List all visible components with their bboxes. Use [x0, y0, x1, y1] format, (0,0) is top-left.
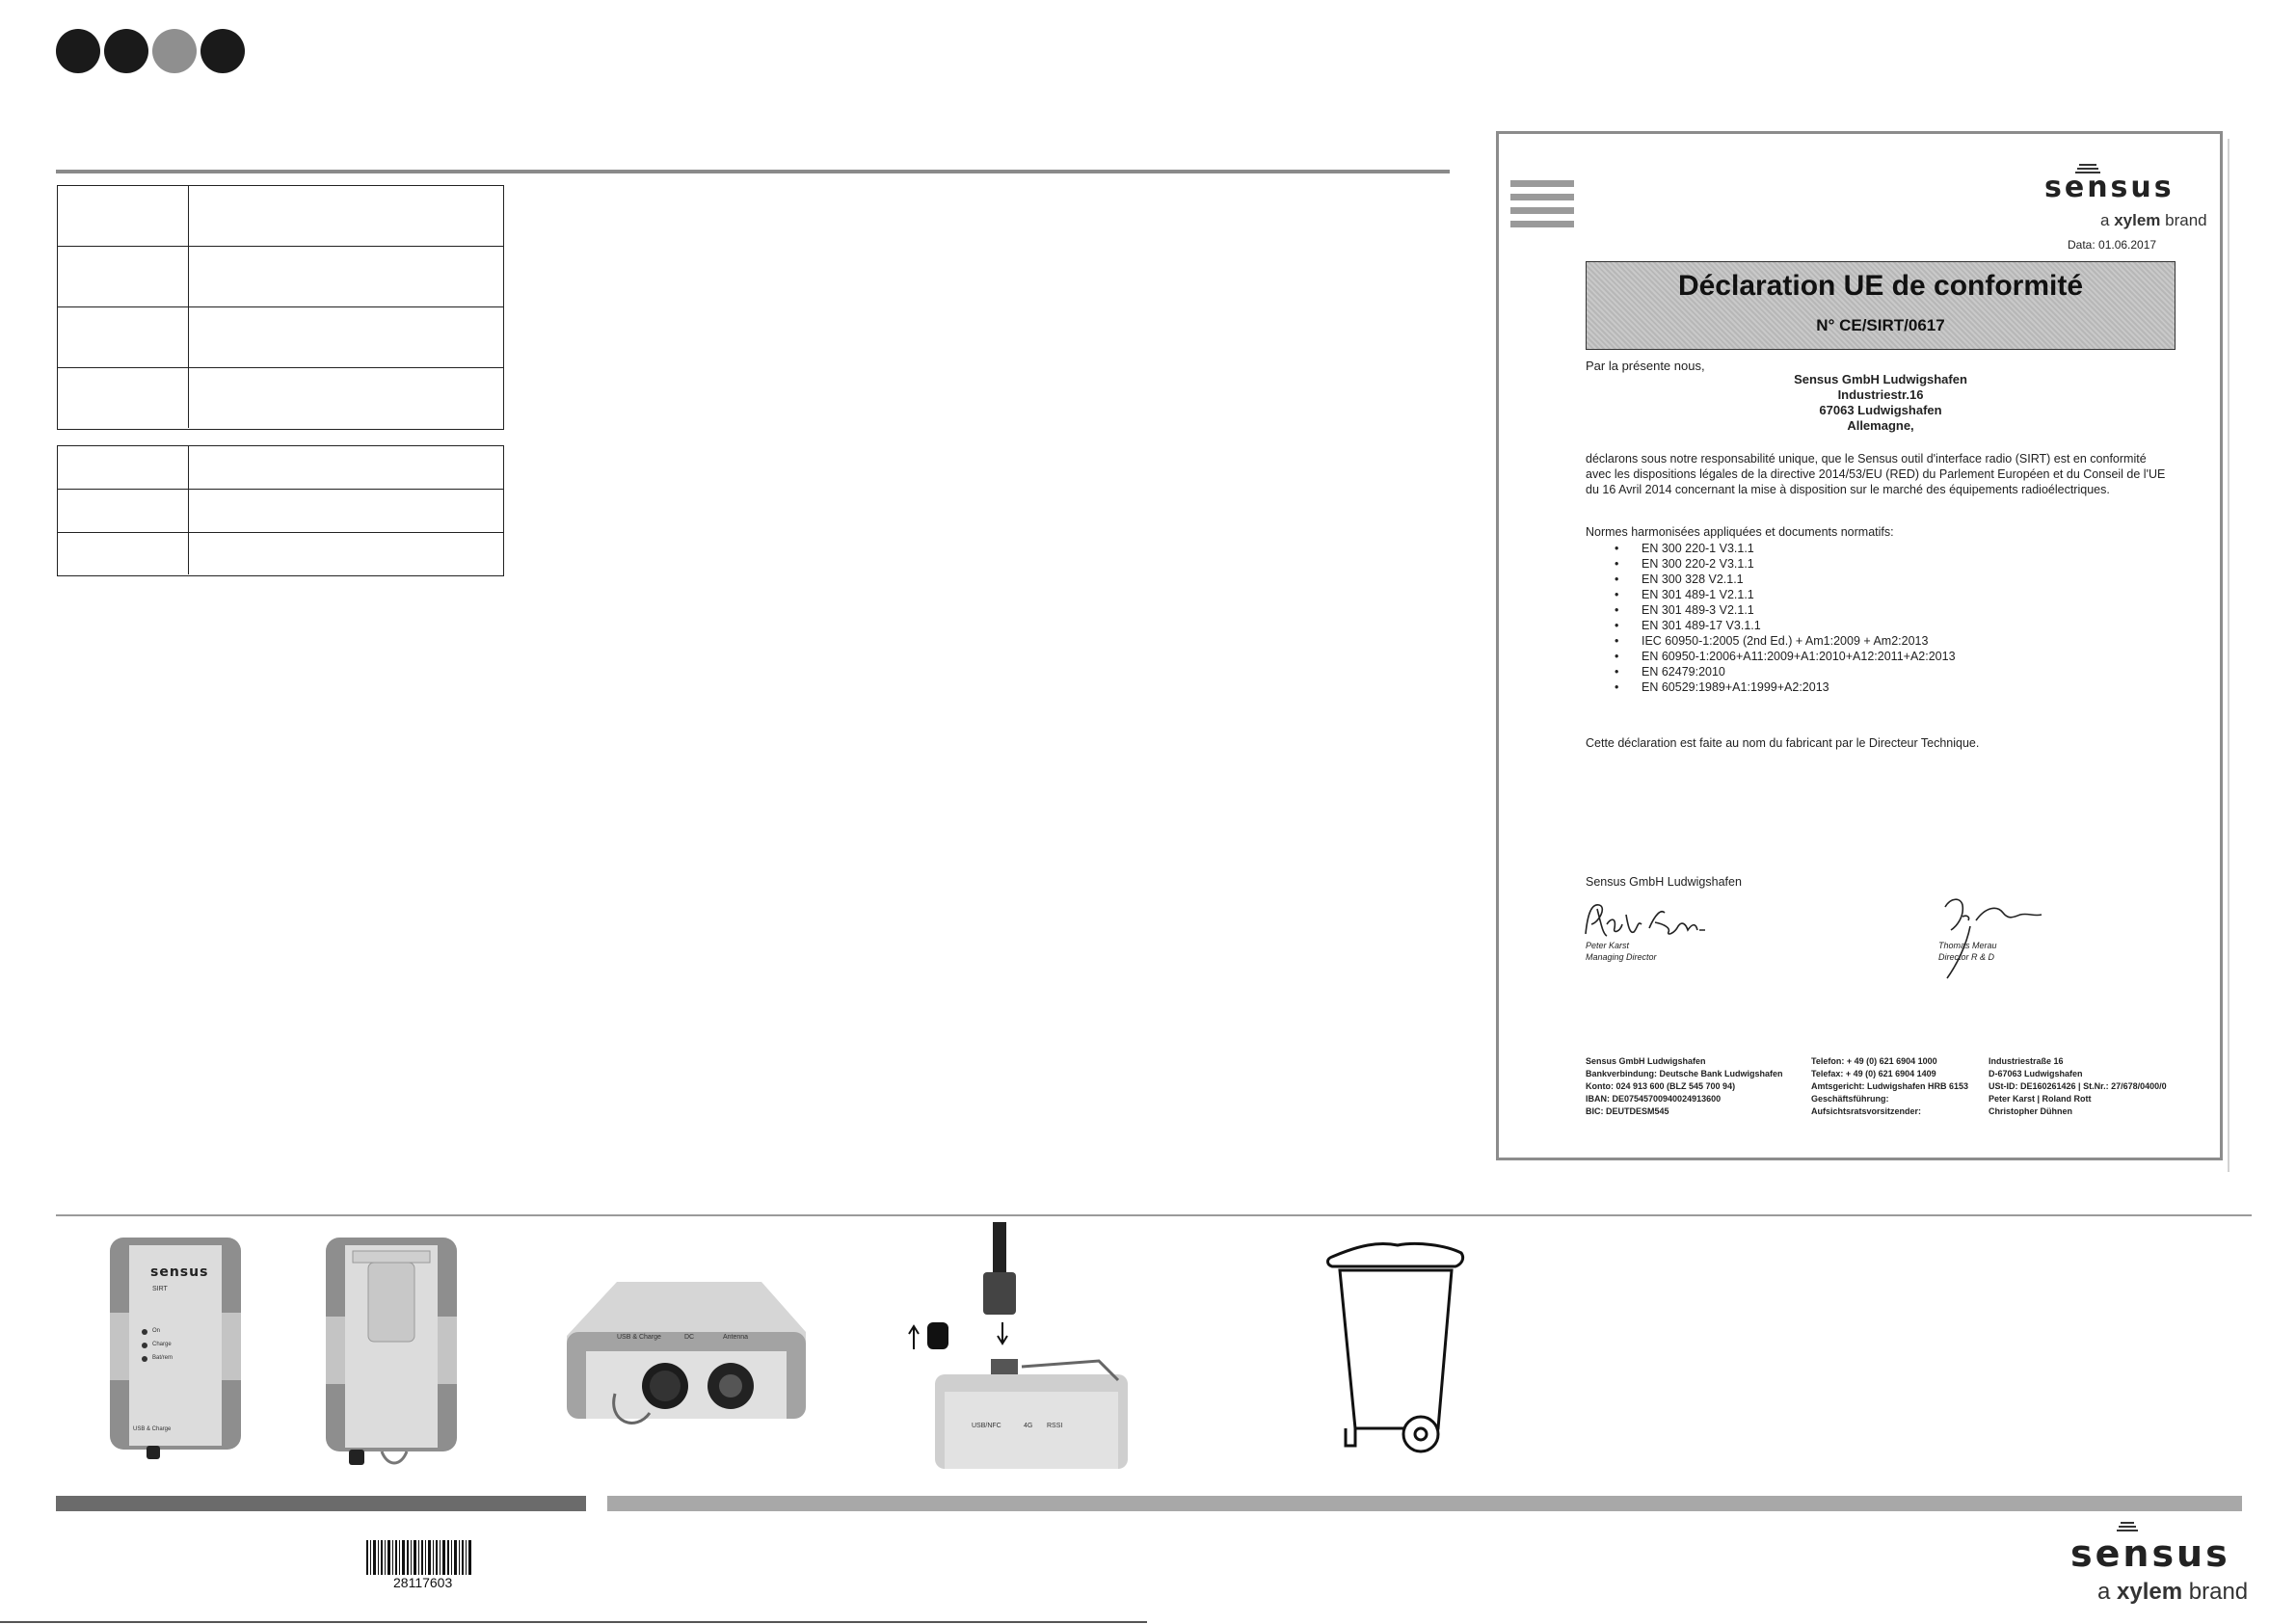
signer-company: Sensus GmbH Ludwigshafen [1586, 875, 1742, 889]
bottom-bar-left [56, 1496, 586, 1511]
footer-brand-tagline: a xylem brand [2097, 1579, 2249, 1605]
table-row [58, 186, 503, 247]
section-rule [56, 1214, 2252, 1216]
port-label: USB & Charge [617, 1334, 661, 1341]
led-label: On [152, 1328, 161, 1334]
declaration-number: N° CE/SIRT/0617 [1816, 316, 1945, 334]
list-item: • IEC 60950-1:2005 (2nd Ed.) + Am1:2009 + Am2:2013 [1615, 633, 1956, 649]
table-row [58, 247, 503, 307]
port-label: Antenna [723, 1334, 749, 1341]
list-item: • EN 301 489-3 V2.1.1 [1615, 602, 1956, 618]
bottom-bar-right [607, 1496, 2242, 1511]
declaration-statement: déclarons sous notre responsabilité unique, que le Sensus outil d'interface radio (SIRT) est en conformité avec les dispositions légales de la directive 2014/53/EU (RED) du Parlement Européen et du Conseil de l'UE du 16 Avril 2014 concernant la mise à disposition sur le marché des équipements radioélectriques. [1586, 452, 2166, 496]
list-item: • EN 300 220-2 V3.1.1 [1615, 556, 1956, 572]
list-item: • EN 300 220-1 V3.1.1 [1615, 541, 1956, 556]
table-row [58, 490, 503, 533]
declaration-intro: Par la présente nous, [1586, 359, 1705, 373]
footer-col-2: Telefon: + 49 (0) 621 6904 1000 Telefax: + 49 (0) 621 6904 1409 Amtsgericht: Ludwigshafen HRB 6153 Geschäftsführung: Aufsichtsratsvorsitzender: [1811, 1056, 1969, 1116]
company-address: Sensus GmbH Ludwigshafen Industriestr.16 67063 Ludwigshafen Allemagne, [1794, 372, 1967, 433]
header-dot [104, 29, 148, 73]
header-dot [152, 29, 197, 73]
device-back-image [324, 1236, 459, 1473]
footer-col-3: Industriestraße 16 D-67063 Ludwigshafen USt-ID: DE160261426 | St.Nr.: 27/678/0400/0 Peter Karst | Roland Rott Christopher Dühnen [1989, 1056, 2167, 1116]
table-row [58, 533, 503, 574]
header-dot [56, 29, 100, 73]
declaration-closing: Cette déclaration est faite au nom du fabricant par le Directeur Technique. [1586, 736, 1980, 750]
device-model: SIRT [152, 1286, 168, 1292]
table-row [58, 368, 503, 428]
signature-merau [1928, 888, 2072, 984]
list-item: • EN 60950-1:2006+A11:2009+A1:2010+A12:2011+A2:2013 [1615, 649, 1956, 664]
crop-line [0, 1621, 1147, 1623]
device-front-image [108, 1236, 243, 1463]
device-top-image [559, 1278, 814, 1432]
led-label: Charge [152, 1342, 172, 1347]
stripes-icon [1510, 180, 1574, 234]
weee-bin-icon [1321, 1239, 1471, 1463]
port-label: 4G [1024, 1423, 1033, 1429]
spec-table-1 [57, 185, 504, 430]
declaration-document [1496, 131, 2223, 1160]
sensus-mark-icon [2050, 161, 2185, 171]
brand-logo: sensus [2044, 171, 2175, 204]
port-label: RSSI [1047, 1423, 1063, 1429]
port-label: DC [684, 1334, 695, 1341]
list-item: • EN 300 328 V2.1.1 [1615, 572, 1956, 587]
declaration-date: Data: 01.06.2017 [2068, 238, 2157, 252]
port-label: USB/NFC [972, 1423, 1001, 1429]
led-label: Bat/rem [152, 1355, 174, 1361]
list-item: • EN 62479:2010 [1615, 664, 1956, 679]
footer-col-1: Sensus GmbH Ludwigshafen Bankverbindung: Deutsche Bank Ludwigshafen Konto: 024 913 600 (BLZ 545 700 94) IBAN: DE07545700940024913600 BIC: DEUTDESM545 [1586, 1056, 1783, 1116]
norms-list [1615, 541, 1956, 695]
header-rule [56, 170, 1450, 173]
signer2-block: Thomas Merau Director R & D [1938, 941, 1997, 962]
list-item: • EN 301 489-17 V3.1.1 [1615, 618, 1956, 633]
list-item: • EN 60529:1989+A1:1999+A2:2013 [1615, 679, 1956, 695]
brand-tagline: a xylem brand [2100, 211, 2207, 229]
declaration-title-box [1586, 261, 2176, 350]
declaration-shadow [2228, 139, 2229, 1172]
norms-title: Normes harmonisées appliquées et documents normatifs: [1586, 525, 1894, 539]
antenna-mount-image [906, 1222, 1137, 1469]
list-item: • EN 301 489-1 V2.1.1 [1615, 587, 1956, 602]
header-dot [200, 29, 245, 73]
declaration-title: Déclaration UE de conformité [1677, 270, 2084, 302]
table-row [58, 307, 503, 368]
signer1-block: Peter Karst Managing Director [1586, 941, 1657, 962]
table-row [58, 446, 503, 490]
barcode [366, 1540, 472, 1592]
footer-brand-logo [2070, 1521, 2249, 1617]
footer-brand-name: sensus [2070, 1532, 2230, 1575]
device-brand: sensus [150, 1265, 209, 1280]
spec-table-2 [57, 445, 504, 576]
barcode-number: 28117603 [393, 1575, 453, 1590]
device-port-label: USB & Charge [133, 1426, 172, 1432]
